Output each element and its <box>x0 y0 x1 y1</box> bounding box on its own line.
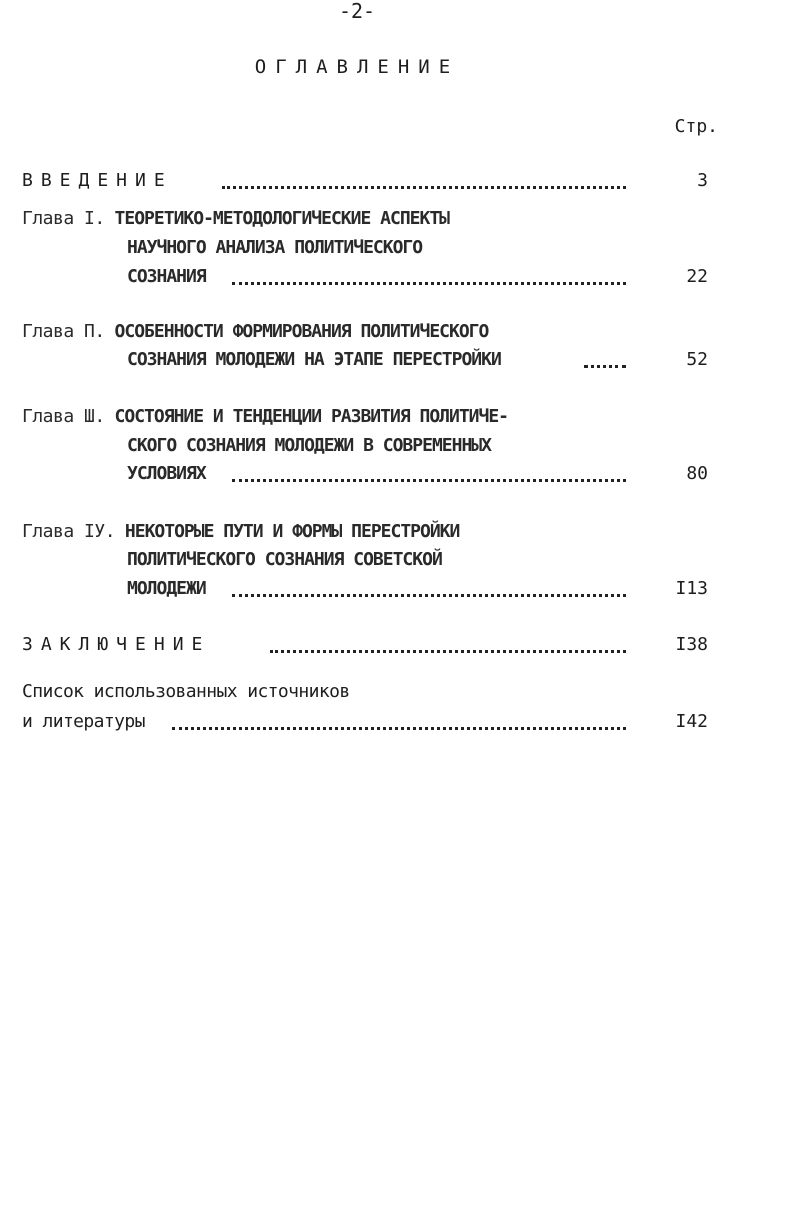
chapter-4-title-line-2: ПОЛИТИЧЕСКОГО СОЗНАНИЯ СОВЕТСКОЙ <box>127 549 442 570</box>
page-column-header: Стр. <box>674 116 718 137</box>
toc-entry-chapter-4-cont <box>0 546 794 574</box>
toc-entry-chapter-2 <box>0 318 794 346</box>
toc-entry-chapter-2-end <box>0 346 794 374</box>
toc-title: ОГЛАВЛЕНИЕ <box>254 56 460 78</box>
chapter-2-title-line-2: СОЗНАНИЯ МОЛОДЕЖИ НА ЭТАПЕ ПЕРЕСТРОЙКИ <box>127 349 501 370</box>
chapter-3-title-line-2: СКОГО СОЗНАНИЯ МОЛОДЕЖИ В СОВРЕМЕННЫХ <box>127 435 491 456</box>
chapter-3-page: 80 <box>686 463 708 484</box>
chapter-3-title-line-1: СОСТОЯНИЕ И ТЕНДЕНЦИИ РАЗВИТИЯ ПОЛИТИЧЕ- <box>114 406 509 427</box>
chapter-2-line-1 <box>22 318 488 346</box>
chapter-1-title-line-2: НАУЧНОГО АНАЛИЗА ПОЛИТИЧЕСКОГО <box>127 237 423 258</box>
dot-leader <box>232 594 626 597</box>
dot-leader <box>232 282 626 285</box>
chapter-3-prefix: Глава Ш. <box>22 406 105 427</box>
conclusion-label: ЗАКЛЮЧЕНИЕ <box>22 634 211 655</box>
chapter-3-line-1 <box>22 403 508 431</box>
dot-leader <box>270 650 626 653</box>
chapter-4-title-line-1: НЕКОТОРЫЕ ПУТИ И ФОРМЫ ПЕРЕСТРОЙКИ <box>124 521 460 542</box>
dot-leader <box>222 186 626 189</box>
toc-entry-introduction <box>0 167 794 195</box>
chapter-1-line-1 <box>22 205 449 233</box>
dot-leader <box>232 479 626 482</box>
sources-line-1: Список использованных источников <box>22 681 350 702</box>
conclusion-page: I38 <box>675 634 708 655</box>
chapter-4-page: I13 <box>675 578 708 599</box>
chapter-1-title-line-1: ТЕОРЕТИКО-МЕТОДОЛОГИЧЕСКИЕ АСПЕКТЫ <box>114 208 450 229</box>
chapter-3-title-line-3: УСЛОВИЯХ <box>127 463 206 484</box>
toc-entry-sources <box>0 678 794 706</box>
toc-entry-chapter-3-cont <box>0 432 794 460</box>
dot-leader <box>172 727 626 730</box>
chapter-1-title-line-3: СОЗНАНИЯ <box>127 266 206 287</box>
chapter-4-line-1 <box>22 518 459 546</box>
toc-entry-chapter-3-end <box>0 460 794 488</box>
toc-entry-chapter-1-cont <box>0 234 794 262</box>
toc-entry-chapter-3 <box>0 403 794 431</box>
sources-line-2: и литературы <box>22 711 145 732</box>
chapter-4-title-line-3: МОЛОДЕЖИ <box>127 578 206 599</box>
toc-entry-chapter-1-end <box>0 263 794 291</box>
chapter-2-prefix: Глава П. <box>22 321 105 342</box>
toc-entry-conclusion <box>0 631 794 659</box>
toc-entry-chapter-1 <box>0 205 794 233</box>
introduction-label: ВВЕДЕНИЕ <box>22 170 173 191</box>
introduction-page: 3 <box>697 170 708 191</box>
sources-page: I42 <box>675 711 708 732</box>
toc-entry-sources-end <box>0 708 794 736</box>
chapter-1-prefix: Глава I. <box>22 208 105 229</box>
dot-leader <box>584 365 626 368</box>
page-number: -2- <box>338 0 376 23</box>
chapter-2-page: 52 <box>686 349 708 370</box>
toc-entry-chapter-4-end <box>0 575 794 603</box>
toc-entry-chapter-4 <box>0 518 794 546</box>
chapter-1-page: 22 <box>686 266 708 287</box>
chapter-2-title-line-1: ОСОБЕННОСТИ ФОРМИРОВАНИЯ ПОЛИТИЧЕСКОГО <box>114 321 489 342</box>
chapter-4-prefix: Глава IУ. <box>22 521 116 542</box>
